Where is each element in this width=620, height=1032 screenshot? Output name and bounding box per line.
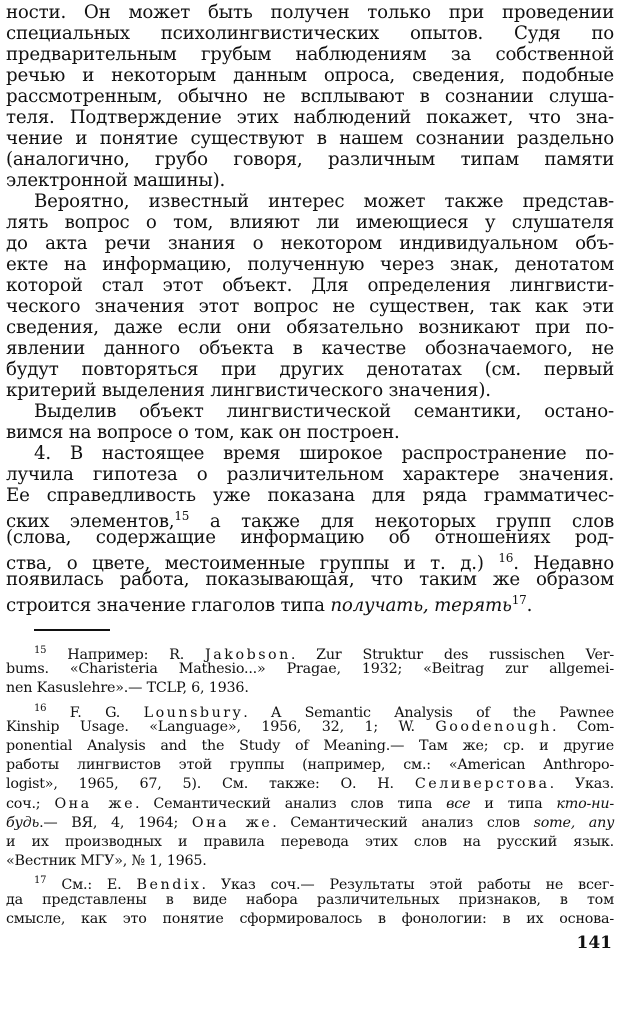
footnote-text: .— ВЯ, 4, 1964; bbox=[39, 814, 192, 831]
footnote-number: 16 bbox=[34, 702, 47, 714]
author-name: Bendix bbox=[136, 877, 202, 894]
footnote-line: и их производных и правила перевода этих слов на русский язык. bbox=[6, 834, 614, 850]
author-name: Она же bbox=[54, 795, 136, 812]
text-line: строится значение глаголов типа получать, терять$^{17}$. bbox=[6, 593, 533, 617]
text-line: электронной машины). bbox=[6, 170, 226, 191]
italic-term: будь bbox=[6, 814, 40, 831]
text-fragment: а также для некоторых групп слов bbox=[209, 511, 614, 533]
text-line: (аналогично, грубо говоря, различным типам памяти bbox=[6, 149, 614, 170]
footnote-line: «Вестник МГУ», № 1, 1965. bbox=[6, 853, 207, 870]
text-line: до акта речи знания о некотором индивидуальном объ- bbox=[6, 233, 614, 254]
text-line: сведения, даже если они обязательно возникают при по- bbox=[6, 317, 614, 338]
text-line: чение и понятие существуют в нашем сознании раздельно bbox=[6, 128, 614, 149]
footnote-line: работы лингвистов этой группы (например, см.: «American Anthropo- bbox=[6, 757, 614, 774]
text-fragment: ских элементов, bbox=[6, 511, 175, 533]
text-line: вимся на вопросе о том, как он построен. bbox=[6, 422, 400, 443]
page-number: 141 bbox=[576, 933, 612, 953]
text-line: будут повторяться при других денотатах (см. первый bbox=[6, 359, 614, 380]
footnote-text: Kinship Usage. «Language», 1956, 32, 1; W. bbox=[6, 718, 436, 735]
text-line: теля. Подтверждение этих наблюдений покажет, что зна- bbox=[6, 107, 614, 128]
text-line: рассмотренным, обычно не всплывают в сознании слуша- bbox=[6, 86, 614, 107]
footnote-divider bbox=[34, 629, 110, 631]
italic-term: кто-ни- bbox=[556, 795, 614, 812]
text-fragment: . Недавно bbox=[513, 553, 614, 575]
text-line: появилась работа, показывающая, что таким же образом bbox=[6, 569, 614, 590]
italic-term: получать, терять bbox=[330, 595, 512, 617]
footnote-ref: 16 bbox=[498, 551, 514, 565]
text-line: лять вопрос о том, влияют ли имеющиеся у слушателя bbox=[6, 212, 614, 233]
text-line: лучила гипотеза о различительном характере значения. bbox=[6, 464, 614, 485]
footnote-text: . Com- bbox=[552, 718, 615, 735]
author-name: Lounsbury bbox=[143, 704, 244, 721]
footnote-text: См.: E. bbox=[61, 877, 137, 894]
footnote-text: logist», 1965, 67, 5). См. также: О. Н. bbox=[6, 776, 415, 793]
footnote-text: . Zur Struktur des russischen Ver- bbox=[290, 646, 614, 663]
text-line: которой стал этот объект. Для определения лингвисти- bbox=[6, 275, 614, 296]
footnote-text: Например: R. bbox=[67, 646, 206, 663]
text-fragment: ства, о цвете, местоименные группы и т. д.) bbox=[6, 553, 484, 575]
text-line: ности. Он может быть получен только при проведении bbox=[6, 2, 614, 23]
footnote-text: F. G. bbox=[69, 704, 144, 721]
footnote-text: . A Semantic Analysis of the Pawnee bbox=[243, 704, 614, 721]
author-name: Goodenough bbox=[435, 718, 552, 735]
text-line: (слова, содержащие информацию об отношениях род- bbox=[6, 527, 614, 548]
footnote-text: . Семантический анализ слов bbox=[272, 814, 534, 831]
text-line: специальных психолингвистических опытов. Судя по bbox=[6, 23, 614, 44]
author-name: Селиверстова bbox=[414, 776, 550, 793]
author-name: Она же bbox=[191, 814, 273, 831]
author-name: Jakobson bbox=[205, 646, 291, 663]
footnote-ref: 15 bbox=[174, 509, 190, 523]
text-line: речью и некоторым данным опроса, сведения, подобные bbox=[6, 65, 614, 86]
footnote-number: 17 bbox=[34, 875, 47, 887]
footnote-text: и типа bbox=[470, 795, 557, 812]
footnote-line: nen Kasuslehre».— TCLP, 6, 1936. bbox=[6, 680, 249, 697]
text-line: 4. В настоящее время широкое распространение по- bbox=[34, 443, 614, 464]
footnote-text: . Указ соч.— Результаты этой работы не всег- bbox=[201, 877, 614, 894]
footnote-line bbox=[6, 775, 614, 794]
footnote-line: bums. «Charisteria Mathesio...» Pragae, 1932; «Beitrag zur allgemei- bbox=[6, 661, 614, 678]
footnote-line: смысле, как это понятие сформировалось в фонологии: в их основа- bbox=[6, 910, 614, 927]
footnote-text: . Семантический анализ слов типа bbox=[135, 795, 447, 812]
text-line: ческого значения этот вопрос не существен, так как эти bbox=[6, 296, 614, 317]
text-line: Вероятно, известный интерес может также представ- bbox=[34, 191, 614, 212]
footnote-line: ponential Analysis and the Study of Meaning.— Там же; ср. и другие bbox=[6, 738, 614, 754]
footnote-number: 15 bbox=[34, 645, 47, 656]
text-line: Ее справедливость уже показана для ряда грамматичес- bbox=[6, 485, 614, 506]
italic-term: some, any bbox=[533, 814, 615, 831]
footnote-line: да представлены в виде набора различительных признаков, в том bbox=[6, 891, 614, 908]
footnote-line bbox=[6, 718, 614, 737]
footnote-text: . Указ. bbox=[549, 776, 614, 793]
text-line: предварительным грубым наблюдениям за собственной bbox=[6, 44, 614, 65]
text-line: критерий выделения лингвистического значения). bbox=[6, 380, 491, 401]
footnote-text: соч.; bbox=[6, 795, 55, 812]
footnote-line bbox=[6, 795, 614, 814]
text-line: явлении данного объекта в качестве обозначаемого, не bbox=[6, 338, 614, 359]
text-line: екте на информацию, полученную через знак, денотатом bbox=[6, 254, 614, 275]
italic-term: все bbox=[446, 795, 471, 812]
text-fragment: строится значение глаголов типа bbox=[6, 595, 325, 617]
footnote-line bbox=[6, 814, 614, 833]
footnote-ref: 17 bbox=[511, 593, 527, 607]
text-line: Выделив объект лингвистической семантики, остано- bbox=[34, 401, 614, 422]
